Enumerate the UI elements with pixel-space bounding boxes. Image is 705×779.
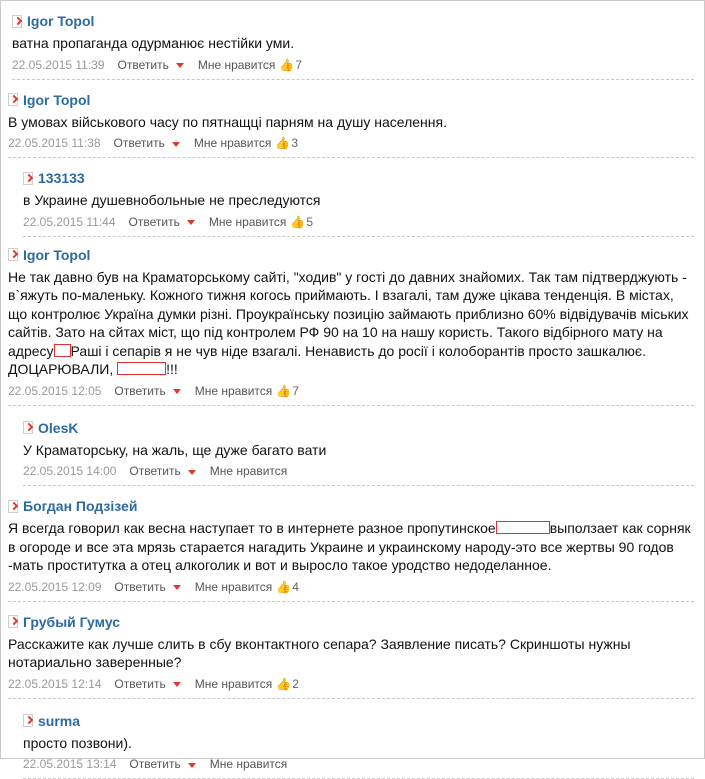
chevron-right-icon [12, 15, 22, 28]
comment-text [8, 268, 694, 379]
comment-meta [8, 676, 704, 692]
comment-header [23, 168, 704, 188]
reply-link[interactable]: Ответить [114, 136, 165, 150]
comment [8, 602, 704, 699]
author-link[interactable]: Igor Topol [23, 247, 90, 263]
author-link[interactable]: Грубый Гумус [23, 614, 120, 630]
author-link[interactable]: OlesK [38, 420, 78, 436]
comment-meta [8, 383, 704, 399]
comment-reply [23, 158, 704, 237]
comment-text-part: !!! [166, 361, 178, 377]
like-link[interactable]: Мне нравится [198, 58, 276, 72]
like-count: 3 [291, 136, 298, 150]
author-link[interactable]: Igor Topol [27, 13, 94, 29]
comment-text-part: Раші і сепарів я не чув ніде взагалі. Ненависть до росії і колоборантів просто зашкалює. ДОЦАРЮВАЛИ, [8, 343, 646, 378]
comment-meta [12, 57, 704, 73]
comment-text [8, 519, 694, 575]
comment [8, 80, 704, 159]
comment-header [8, 245, 704, 265]
thumbs-up-icon[interactable]: 👍 [279, 58, 294, 72]
reply-link[interactable]: Ответить [114, 677, 165, 691]
like-count: 4 [292, 580, 299, 594]
like-link[interactable]: Мне нравится [194, 136, 272, 150]
comment-text: Расскажите как лучше слить в сбу вконтактного сепара? Заявление писать? Скриншоты нужны нотариально заверенные? [8, 635, 694, 672]
comment-header [8, 90, 704, 110]
reply-link[interactable]: Ответить [129, 464, 180, 478]
comment-header [23, 711, 704, 731]
reply-link[interactable]: Ответить [114, 580, 165, 594]
chevron-right-icon [23, 421, 33, 434]
caret-down-icon[interactable] [176, 63, 184, 68]
comment-date: 22.05.2015 12:14 [8, 677, 101, 691]
thumbs-up-icon[interactable]: 👍 [275, 136, 290, 150]
chevron-right-icon [8, 615, 18, 628]
thumbs-up-icon[interactable]: 👍 [276, 580, 291, 594]
thumbs-up-icon[interactable]: 👍 [276, 384, 291, 398]
comment-text: в Украине душевнобольные не преследуются [23, 191, 694, 210]
comment-header [23, 418, 704, 438]
comment-date: 22.05.2015 11:44 [23, 215, 116, 229]
author-link[interactable]: Igor Topol [23, 92, 90, 108]
comment-meta [23, 756, 704, 772]
like-count: 5 [306, 215, 313, 229]
caret-down-icon[interactable] [172, 142, 180, 147]
chevron-right-icon [23, 714, 33, 727]
author-link[interactable]: surma [38, 713, 80, 729]
like-link[interactable]: Мне нравится [195, 677, 273, 691]
like-link[interactable]: Мне нравится [210, 757, 288, 771]
comment-text: В умовах військового часу по пятнащці парням на душу населення. [8, 113, 694, 132]
reply-link[interactable]: Ответить [129, 757, 180, 771]
censored-word [54, 344, 71, 357]
chevron-right-icon [23, 172, 33, 185]
caret-down-icon[interactable] [173, 682, 181, 687]
caret-down-icon[interactable] [188, 763, 196, 768]
caret-down-icon[interactable] [187, 220, 195, 225]
comment-date: 22.05.2015 12:09 [8, 580, 101, 594]
comment-header [8, 612, 704, 632]
author-link[interactable]: 133133 [38, 170, 85, 186]
comment-text: ватна пропаганда одурманює нестійки уми. [12, 34, 694, 53]
comment-date: 22.05.2015 13:14 [23, 757, 116, 771]
comment-text-part: Не так давно був на Краматорському сайті, "ходив" у гості до давних знайомих. Так там підтверджують - в`яжуть по-маленьку. Кожного тижня когось приймають. І взагалі, там дуже цікава тенденція. В містах, що контролює Україна думки різні. Проукраїнську позицію займають приблизно 60% відвідувачів міських сайтів. Зато на сйтах міст, що під контролем РФ 90 на 10 на нашу користь. Такого відбірного мату на адресу [8, 269, 689, 359]
comment-meta [8, 135, 704, 151]
censored-word [496, 521, 550, 534]
comment-header [8, 496, 704, 516]
comment [12, 1, 704, 80]
caret-down-icon[interactable] [188, 470, 196, 475]
like-link[interactable]: Мне нравится [210, 464, 288, 478]
comment [8, 486, 704, 602]
comment-text-part: Я всегда говорил как весна наступает то в интернете разное пропутинское [8, 520, 496, 536]
like-link[interactable]: Мне нравится [195, 580, 273, 594]
comment-reply [23, 406, 704, 487]
caret-down-icon[interactable] [173, 389, 181, 394]
comment-date: 22.05.2015 11:39 [12, 58, 105, 72]
like-count: 7 [295, 58, 302, 72]
comment-date: 22.05.2015 14:00 [23, 464, 116, 478]
comment [8, 237, 704, 406]
chevron-right-icon [8, 248, 18, 261]
comment-text-part: выползает как сорняк в огороде и все эта мрязь старается нагадить Украине и украинскому народу-это все жертвы 90 годов -мать проститутка а отец алкоголик и вот и выросло такое уродство недоделанное. [8, 520, 691, 573]
author-link[interactable]: Богдан Подзізей [23, 498, 137, 514]
comment-reply [23, 699, 704, 779]
comment-date: 22.05.2015 11:38 [8, 136, 101, 150]
comment-date: 22.05.2015 12:05 [8, 384, 101, 398]
comment-header [12, 11, 704, 31]
thumbs-up-icon[interactable]: 👍 [290, 215, 305, 229]
reply-link[interactable]: Ответить [129, 215, 180, 229]
like-count: 7 [292, 384, 299, 398]
reply-link[interactable]: Ответить [118, 58, 169, 72]
reply-link[interactable]: Ответить [114, 384, 165, 398]
thumbs-up-icon[interactable]: 👍 [276, 677, 291, 691]
chevron-right-icon [8, 500, 18, 513]
caret-down-icon[interactable] [173, 585, 181, 590]
comment-meta [23, 214, 704, 230]
like-count: 2 [292, 677, 299, 691]
chevron-right-icon [8, 93, 18, 106]
like-link[interactable]: Мне нравится [209, 215, 287, 229]
censored-word [117, 362, 166, 375]
like-link[interactable]: Мне нравится [195, 384, 273, 398]
comment-meta [8, 579, 704, 595]
comment-meta [23, 463, 704, 479]
comment-text: просто позвони). [23, 734, 694, 753]
comment-text: У Краматорську, на жаль, ще дуже багато вати [23, 441, 694, 460]
